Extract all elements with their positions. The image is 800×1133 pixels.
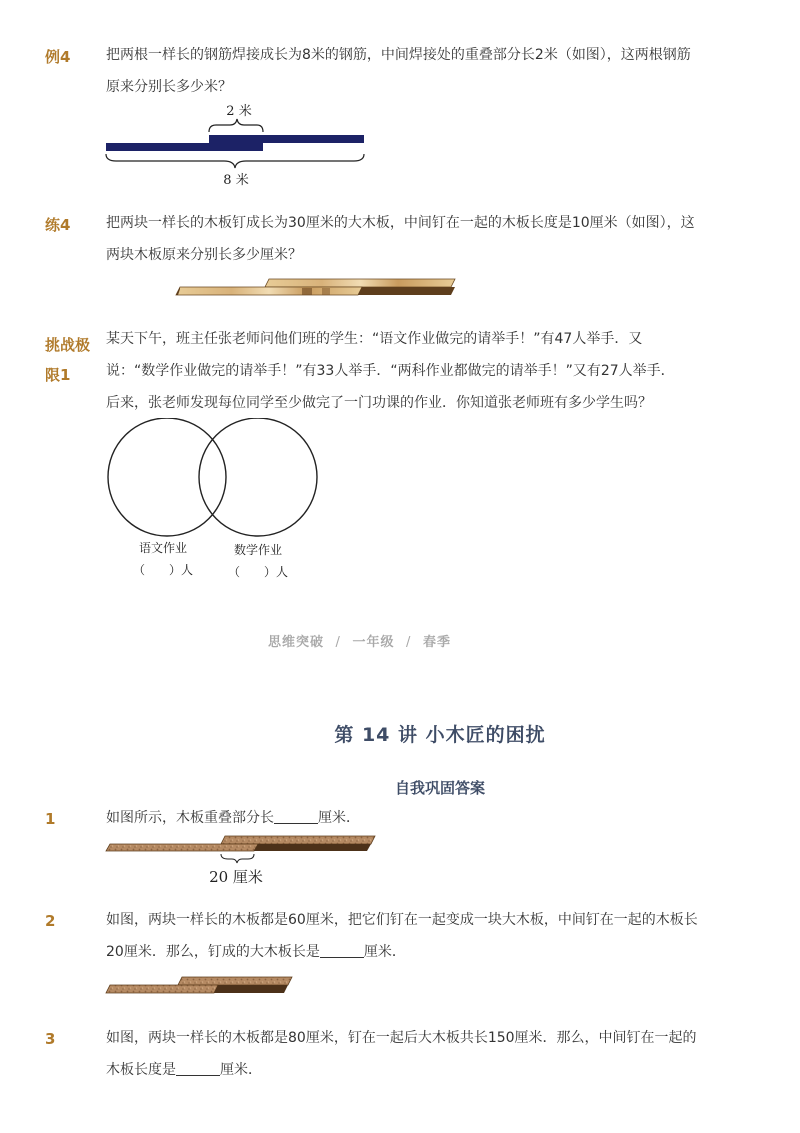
chinese-homework-circle bbox=[108, 418, 226, 536]
venn-diagram bbox=[100, 418, 330, 588]
question-1-answer-blank[interactable] bbox=[274, 809, 318, 824]
steel-bar-left bbox=[106, 143, 263, 151]
question-2-line-1: 如图，两块一样长的木板都是60厘米，把它们钉在一起变成一块大木板，中间钉在一起的木板长 bbox=[106, 912, 698, 928]
chinese-homework-label: 语文作业 bbox=[138, 541, 188, 555]
question-2-line-2 bbox=[106, 936, 786, 968]
challenge-label-line-2: 限1 bbox=[45, 366, 71, 384]
wood-board-figure bbox=[172, 274, 462, 302]
challenge-label-line-1: 挑战极 bbox=[45, 336, 91, 354]
q2-upper-board-side bbox=[214, 985, 288, 993]
chinese-homework-count: （ ）人 bbox=[132, 563, 194, 577]
question-2-line-2-before: 20厘米．那么，钉成的大木板长是 bbox=[106, 944, 320, 960]
question-2-number: 2 bbox=[45, 912, 56, 930]
question-3-answer-blank[interactable] bbox=[176, 1061, 220, 1076]
overlap-2m-label: 2 米 bbox=[226, 104, 252, 119]
question-3-line-2 bbox=[106, 1054, 786, 1086]
upper-board-side bbox=[358, 287, 455, 295]
bottom-brace bbox=[106, 154, 364, 168]
example-4-text bbox=[106, 39, 766, 103]
footer-grade: 一年级 bbox=[352, 635, 395, 650]
q1-upper-board-side bbox=[254, 844, 371, 851]
math-homework-count: （ ）人 bbox=[227, 565, 289, 579]
steel-bar-figure bbox=[100, 98, 380, 190]
q1-upper-board bbox=[221, 836, 375, 844]
practice-4-line-1: 把两块一样长的木板钉成长为30厘米的大木板，中间钉在一起的木板长度是10厘米（如图），这 bbox=[106, 215, 695, 231]
question-3-text bbox=[106, 1022, 786, 1086]
challenge-1-text bbox=[106, 323, 786, 419]
question-1-figure bbox=[102, 830, 382, 890]
question-3-line-2-before: 木板长度是 bbox=[106, 1062, 176, 1078]
challenge-line-3: 后来，张老师发现每位同学至少做完了一门功课的作业．你知道张老师班有多少学生吗？ bbox=[106, 395, 652, 411]
footer-separator-1: / bbox=[335, 635, 341, 650]
grain-mark-2 bbox=[322, 288, 330, 295]
question-2-text bbox=[106, 904, 786, 968]
lecture-title: 第 14 讲 小木匠的困扰 bbox=[334, 724, 546, 746]
footer-series: 思维突破 bbox=[268, 635, 325, 650]
upper-board bbox=[265, 279, 455, 287]
steel-bar-right bbox=[209, 135, 364, 143]
question-2-figure bbox=[102, 972, 302, 1002]
total-8m-label: 8 米 bbox=[223, 173, 249, 188]
q1-overlap-brace bbox=[221, 854, 254, 863]
practice-4-line-2: 两块木板原来分别长多少厘米？ bbox=[106, 247, 302, 263]
math-homework-circle bbox=[199, 418, 317, 536]
q2-lower-board bbox=[106, 985, 218, 993]
practice-4-label: 练4 bbox=[45, 216, 71, 234]
lower-board bbox=[176, 287, 362, 295]
footer-separator-2: / bbox=[406, 635, 412, 650]
example-4-line-2: 原来分别长多少米？ bbox=[106, 79, 232, 95]
top-brace bbox=[209, 119, 263, 132]
question-1-text-after: 厘米． bbox=[318, 810, 360, 826]
question-1-number: 1 bbox=[45, 810, 56, 828]
question-3-line-2-after: 厘米． bbox=[220, 1062, 262, 1078]
answers-title: 自我巩固答案 bbox=[394, 779, 485, 797]
math-homework-label: 数学作业 bbox=[233, 543, 283, 557]
question-1-text-before: 如图所示，木板重叠部分长 bbox=[106, 810, 274, 826]
grain-mark-1 bbox=[302, 288, 312, 295]
challenge-line-1: 某天下午，班主任张老师问他们班的学生：“语文作业做完的请举手！”有47人举手．又 bbox=[106, 331, 643, 347]
q1-lower-board bbox=[106, 844, 258, 851]
example-4-line-1: 把两根一样长的钢筋焊接成长为8米的钢筋，中间焊接处的重叠部分长2米（如图），这两根钢筋 bbox=[106, 47, 691, 63]
question-2-line-2-after: 厘米． bbox=[363, 944, 406, 960]
question-3-number: 3 bbox=[45, 1030, 56, 1048]
challenge-1-label bbox=[45, 330, 90, 390]
practice-4-text bbox=[106, 207, 766, 271]
page-footer bbox=[268, 631, 451, 650]
question-3-line-1: 如图，两块一样长的木板都是80厘米，钉在一起后大木板共长150厘米．那么，中间钉在一起的 bbox=[106, 1030, 697, 1046]
footer-term: 春季 bbox=[422, 635, 451, 650]
question-2-answer-blank[interactable] bbox=[320, 943, 364, 958]
example-4-label: 例4 bbox=[45, 48, 71, 66]
q2-upper-board bbox=[178, 977, 292, 985]
q1-20cm-label: 20 厘米 bbox=[209, 868, 263, 886]
challenge-line-2: 说：“数学作业做完的请举手！”有33人举手．“两科作业都做完的请举手！”又有27人举手． bbox=[106, 363, 675, 379]
